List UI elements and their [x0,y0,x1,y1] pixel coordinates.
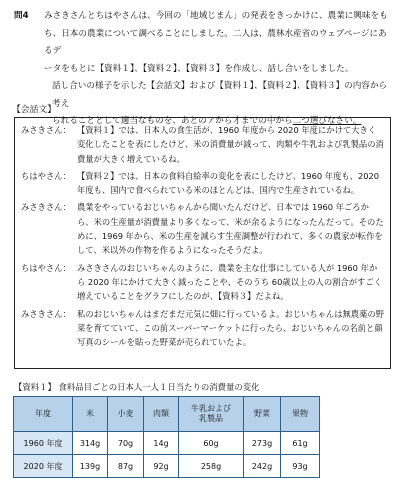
table-row [14,455,320,478]
speech-text: 【資料２】では、日本の食料自給率の変化を表にしたけど、1960 年度も、2020 年度も、国内で食べられている米のほとんどは、国内で生産されているね。 [77,170,380,196]
table-header-cell: 牛乳および 乳製品 [179,397,244,432]
table-cell: 314g [73,432,108,455]
instruction-line: られることとして適当なものを、あとのアから才までの中から二つ選びなさい。 [52,116,362,126]
conversation-turn [21,200,384,257]
table-header-row [14,397,320,432]
question-block [14,8,394,131]
conversation-turn [21,261,384,304]
question-intro [14,8,394,78]
instruction-emphasis: 二つ選びなさい。 [292,116,362,126]
speech-text: 農業をやっているおじいちゃんから聞いたんだけど、日本では 1960 年ごろから、米の生産量が消費量より多くなって、米が余るようになったんだって。そのために、1969 年から、米の生産を減らす生産調整が行われて、多くの農家が転作をして、米以外の作物を作るようになったそうだよ。 [77,202,384,256]
table-header-cell: 小麦 [108,397,144,432]
table-header-cell: 米 [73,397,108,432]
conversation-turn [21,123,384,166]
conversation-label: 【会話文】 [12,105,56,115]
table-cell: 93g [281,455,320,478]
speech-text: 私のおじいちゃんはまだまだ元気に畑に行っているよ。おじいちゃんは無農薬の野菜を育てていて、この前スーパーマーケットに行ったら、おじいちゃんの名前と顔写真のシールを貼った野菜が売られていたよ。 [77,308,384,348]
table-row-label: 1960 年度 [14,432,73,455]
speaker-name: みさきさん： [21,125,71,135]
table-row [14,432,320,455]
table-cell: 139g [73,455,108,478]
intro-line: ータをもとに【資料１】、【資料２】、【資料３】を作成し、話し合いをしました。 [44,63,354,74]
speaker-name: ちはやさん： [21,262,71,273]
table1-title: 【資料１】 食料品目ごとの日本人一人１日当たりの消費量の変化 [14,382,260,392]
table-cell: 273g [244,432,281,455]
table-cell: 61g [281,432,320,455]
conversation-turn [21,169,384,198]
table-row-label: 2020 年度 [14,455,73,478]
table-header-cell: 肉類 [144,397,179,432]
consumption-table [13,396,320,478]
intro-line: みさきさんとちはやさんは、今回の「地域じまん」の発表をきっかけに、農業に興味をも [44,11,388,21]
table-cell: 92g [144,455,179,478]
table-cell: 60g [179,432,244,455]
speech-text: 【資料１】では、日本人の食生活が、1960 年度から 2020 年度にかけて大きく変化したことを表にしたけど、米の消費量が減って、肉類や牛乳および乳製品の消費量が大きく増えているね。 [77,125,384,164]
table-header-cell: 果物 [281,397,320,432]
conversation-box [14,117,391,369]
instruction-line: 話し合いの様子を示した【会話文】および【資料１】、【資料２】、【資料３】の内容から考え [52,81,388,109]
table-cell: 242g [244,455,281,478]
speaker-name: ちはやさん： [21,170,71,181]
conversation-turn [21,307,384,350]
question-number: 問4 [14,11,29,21]
speaker-name: みさきさん： [21,308,71,319]
table-cell: 258g [179,455,244,478]
table-cell: 70g [108,432,144,455]
speaker-name: みさきさん： [21,202,71,213]
table-header-cell: 野菜 [244,397,281,432]
table-cell: 87g [108,455,144,478]
speech-text: みさきさんのおじいちゃんのように、農業を主な仕事にしている人が 1960 年から 2020 年にかけて大きく減ったことや、そのうち 60歳以上の人の割合がすごく増えていることをグラフにしたのが、【資料３】だよね。 [77,262,382,302]
table-cell: 14g [144,432,179,455]
table-header-cell: 年度 [14,397,73,432]
intro-line: ち、日本の農業について調べることにしました。二人は、農林水産省のウェブページにあるデ [44,28,387,56]
